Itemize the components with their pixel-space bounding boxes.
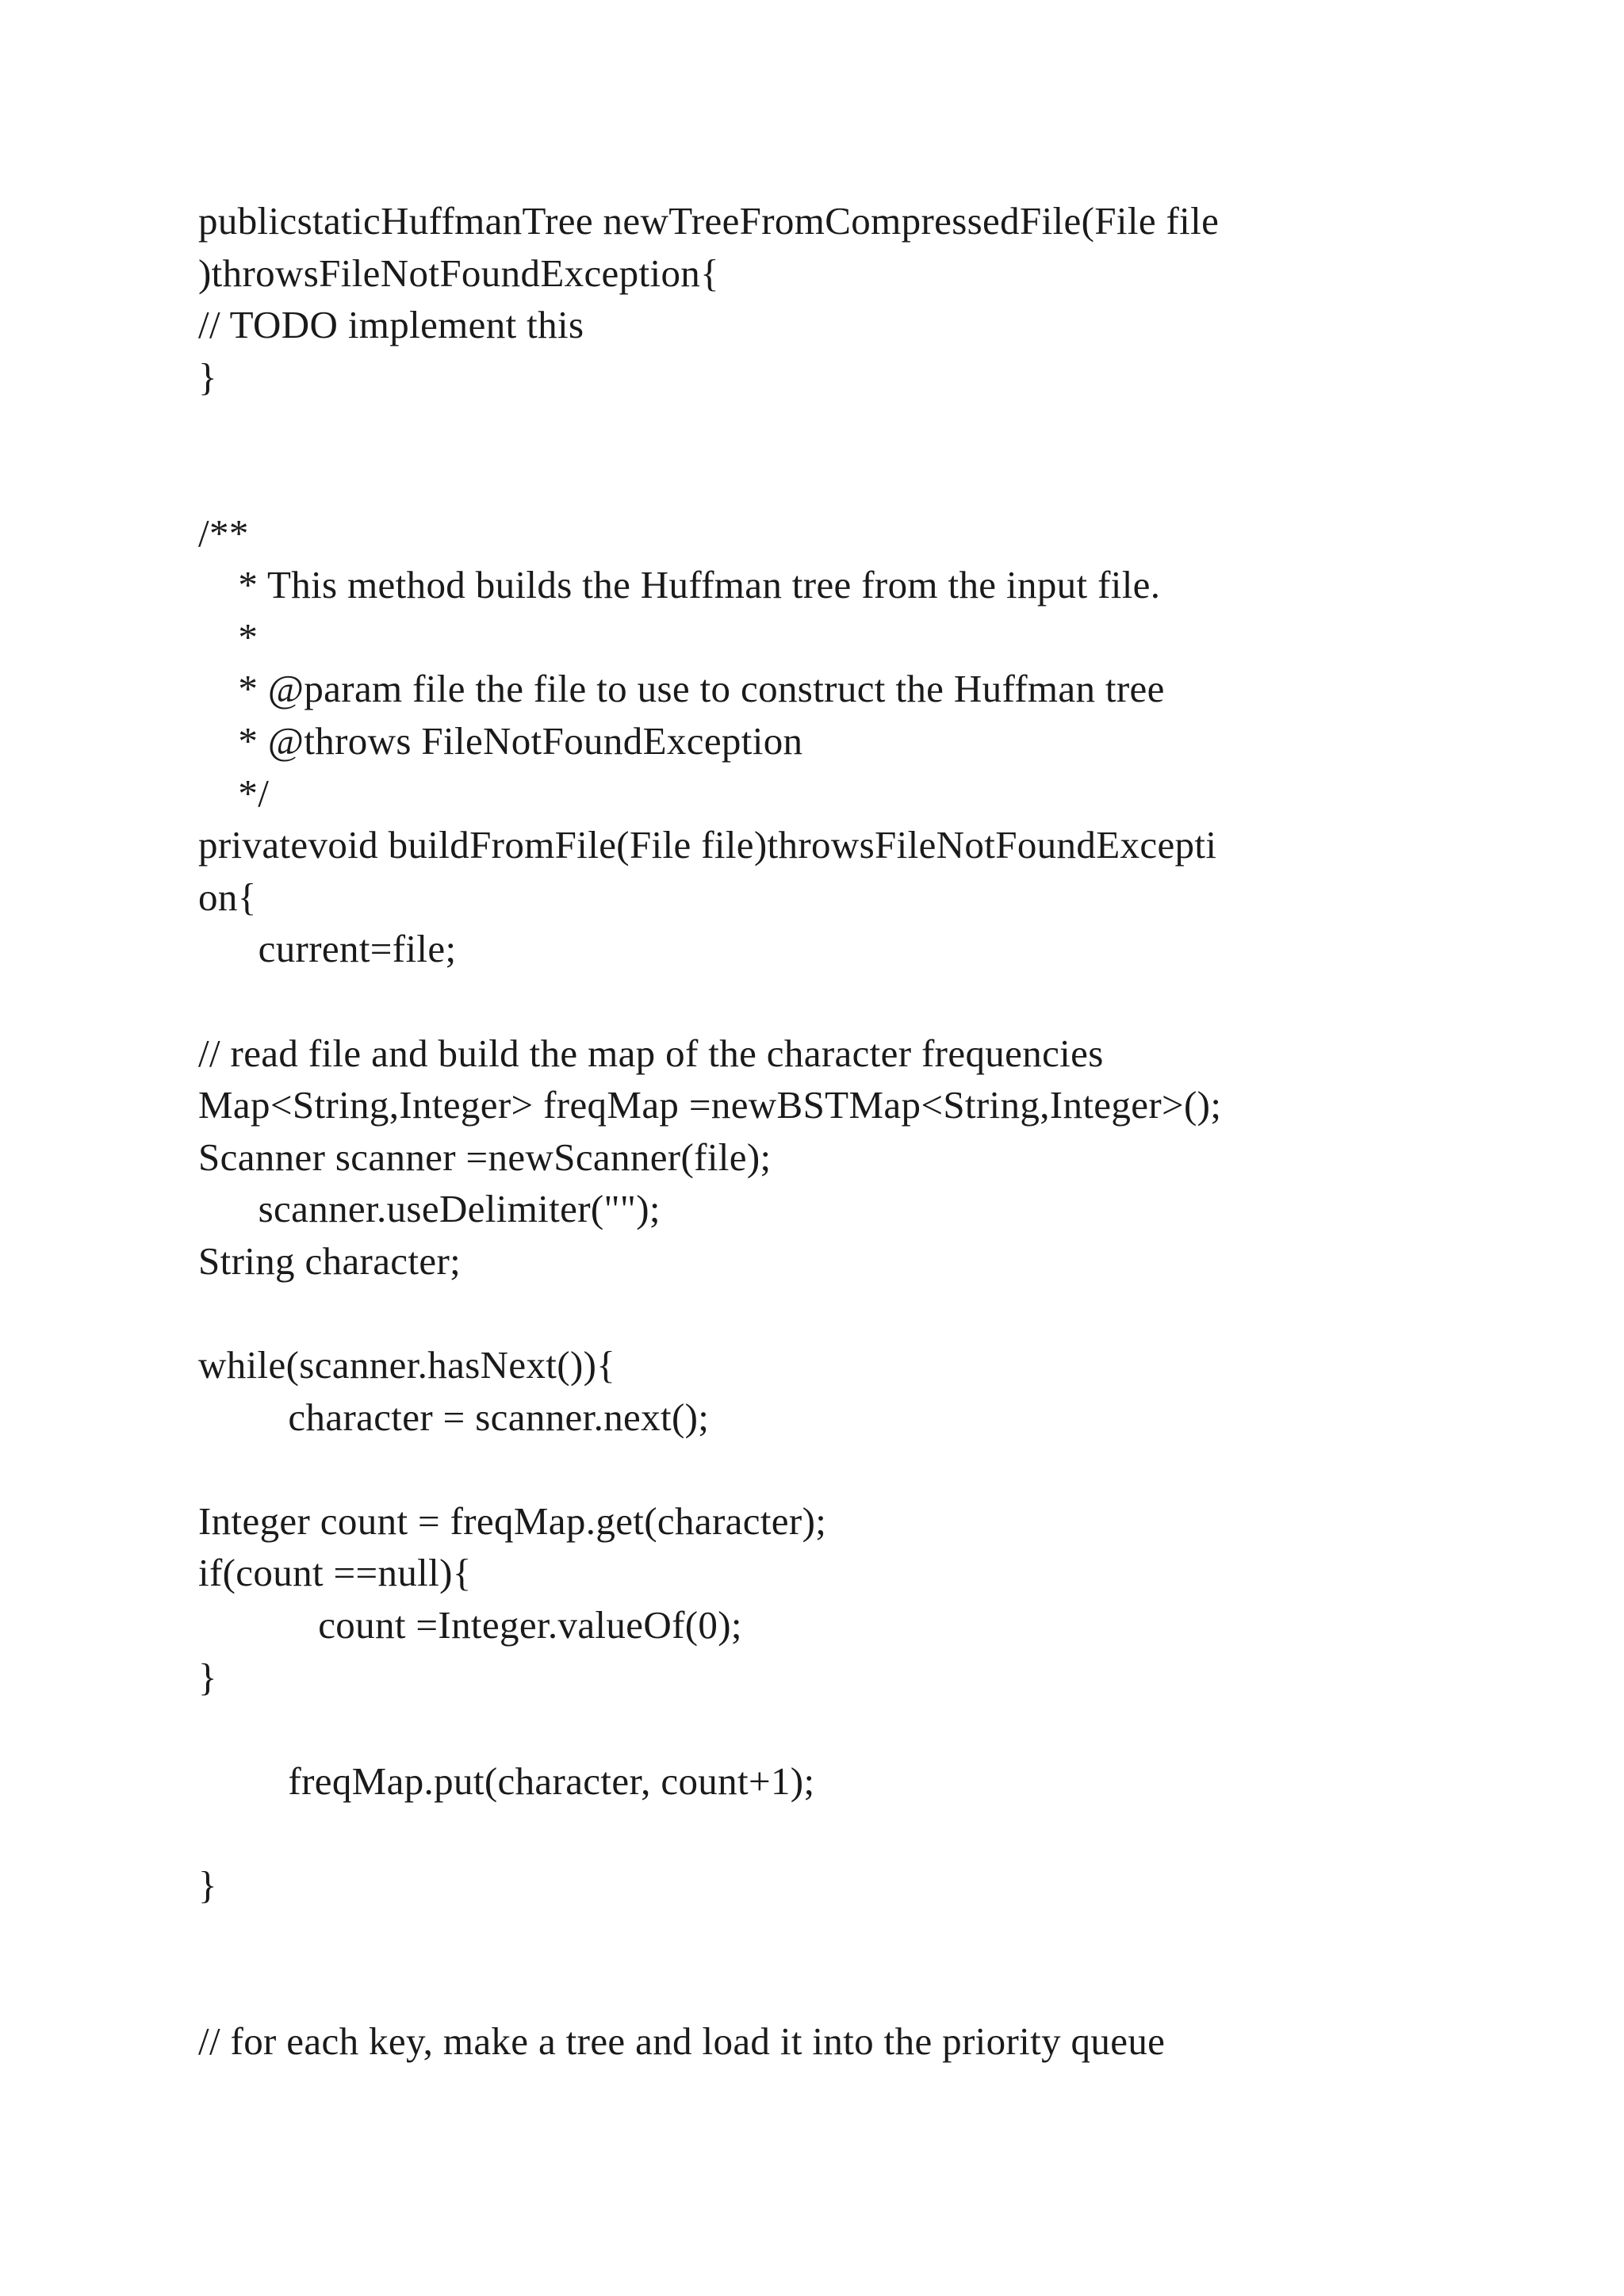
text-line: } (198, 1863, 217, 1907)
text-line: if(count ==null){ (198, 1551, 472, 1595)
text-line (198, 1963, 1562, 2015)
text-line: character = scanner.next(); (198, 1395, 710, 1439)
text-line: * @param file the file to use to construct the Huffman tree (198, 667, 1165, 711)
text-line (198, 1911, 1562, 1964)
text-line (198, 1443, 1562, 1495)
text-line: on{ (198, 874, 257, 919)
text-line: } (198, 354, 217, 399)
text-line: } (198, 1655, 217, 1699)
text-line: * This method builds the Huffman tree from the input file. (198, 563, 1161, 607)
text-line: publicstaticHuffmanTree newTreeFromCompressedFile(File file (198, 199, 1220, 243)
text-line: String character; (198, 1238, 462, 1283)
text-line: // read file and build the map of the character frequencies (198, 1031, 1104, 1075)
text-line: Integer count = freqMap.get(character); (198, 1498, 827, 1543)
text-line: while(scanner.hasNext()){ (198, 1343, 616, 1387)
text-line: Scanner scanner =newScanner(file); (198, 1135, 772, 1179)
text-line: current=file; (198, 927, 457, 971)
text-line: // for each key, make a tree and load it into the priority queue (198, 2019, 1166, 2063)
text-line: )throwsFileNotFoundException{ (198, 251, 720, 295)
text-line (198, 1703, 1562, 1755)
text-line: scanner.useDelimiter(""); (198, 1187, 661, 1231)
text-line: count =Integer.valueOf(0); (198, 1603, 742, 1647)
text-line: */ (198, 771, 270, 815)
text-line: Map<String,Integer> freqMap =newBSTMap<String,Integer>(); (198, 1083, 1222, 1127)
text-line: * @throws FileNotFoundException (198, 718, 803, 763)
text-line (198, 1807, 1562, 1859)
text-line: /** (198, 511, 249, 555)
text-line (198, 975, 1562, 1027)
text-line: * (198, 614, 259, 659)
text-line: privatevoid buildFromFile(File file)throwsFileNotFoundExcepti (198, 823, 1217, 867)
text-line (198, 403, 1562, 455)
text-line (198, 1287, 1562, 1339)
code-text-block (198, 195, 1562, 2067)
text-line: // TODO implement this (198, 303, 584, 347)
text-line: freqMap.put(character, count+1); (198, 1758, 815, 1803)
text-line (198, 455, 1562, 507)
